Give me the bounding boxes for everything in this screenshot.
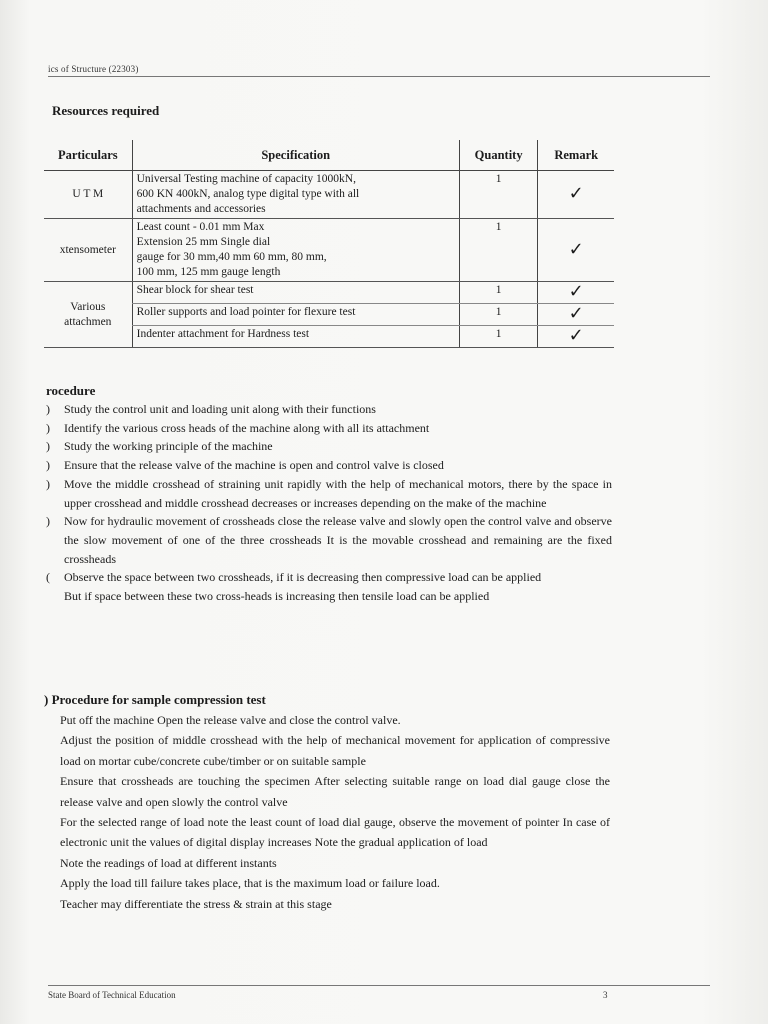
specification-cell: Roller supports and load pointer for flexure test [132, 304, 459, 326]
list-marker: ) [46, 514, 50, 529]
list-item [46, 587, 612, 606]
table-row [44, 282, 614, 304]
list-item: Put off the machine Open the release valve and close the control valve. [60, 713, 401, 727]
list-item [46, 419, 612, 438]
list-item: Apply the load till failure takes place, that is the maximum load or failure load. [60, 876, 440, 891]
remark-cell [538, 219, 614, 282]
list-marker: ) [46, 402, 50, 416]
list-item-text: Study the working principle of the machine [64, 439, 273, 454]
page-header: ics of Structure (22303) [48, 64, 139, 74]
column-header-quantity: Quantity [459, 140, 538, 171]
header-divider [48, 76, 710, 77]
list-item-text: Observe the space between two crossheads, if it is decreasing then compressive load can be applied [64, 570, 542, 585]
list-marker: ) [46, 439, 50, 454]
table-row [44, 219, 614, 282]
list-marker: ) [46, 476, 50, 491]
list-marker: ) [46, 458, 50, 473]
specification-cell [132, 171, 459, 219]
column-header-remark: Remark [538, 140, 614, 171]
specification-cell: Indenter attachment for Hardness test [132, 326, 459, 348]
list-item-text: Ensure that the release valve of the machine is open and control valve is closed [64, 458, 444, 473]
particular-cell: xtensometer [44, 219, 132, 282]
list-item [46, 568, 612, 587]
resources-table [44, 140, 614, 348]
table-row [44, 171, 614, 219]
check-mark-icon: ✓ [568, 238, 584, 260]
list-item [46, 475, 612, 512]
list-item [46, 437, 612, 456]
list-item-text: Identify the various cross heads of the machine along with all its attachment [64, 420, 430, 435]
spec-line: 600 KN 400kN, analog type digital type with all [136, 188, 360, 200]
list-item [46, 512, 612, 568]
check-mark-icon: ✓ [568, 325, 584, 346]
page-number: 3 [603, 990, 608, 1000]
remark-cell [538, 304, 614, 326]
specification-cell: Shear block for shear test [132, 282, 459, 304]
quantity-cell: 1 [459, 282, 538, 304]
quantity-cell: 1 [459, 304, 538, 326]
list-item: Note the readings of load at different instants [60, 855, 277, 870]
compression-procedure-heading: ) Procedure for sample compression test [44, 692, 266, 707]
list-marker: ) [46, 420, 50, 435]
resources-heading: Resources required [52, 103, 160, 118]
quantity-cell: 1 [459, 219, 538, 282]
list-item-text: Study the control unit and loading unit along with their functions [64, 402, 376, 416]
list-item-text: Move the middle crosshead of straining unit rapidly with the help of mechanical motors, there by the space in upper crosshead and middle crosshead decreases or increases depending on the make of the machine [64, 476, 612, 510]
spec-line: 100 mm, 125 mm gauge length [136, 266, 281, 278]
remark-cell [538, 326, 614, 348]
specification-cell [132, 219, 459, 282]
list-item: Teacher may differentiate the stress & strain at this stage [60, 896, 332, 911]
remark-cell [538, 171, 614, 219]
list-item-text: Now for hydraulic movement of crossheads close the release valve and slowly open the control valve and observe the slow movement of one of the three crossheads It is the movable crosshead and remaining are the fixed crossheads [64, 514, 612, 566]
quantity-cell: 1 [459, 326, 538, 348]
list-item: Ensure that crossheads are touching the specimen After selecting suitable range on load dial gauge close the release valve and open slowly the control valve [60, 774, 610, 809]
spec-line: Least count - 0.01 mm Max [136, 221, 265, 233]
spec-line: Universal Testing machine of capacity 1000kN, [136, 173, 356, 185]
procedure-list [46, 400, 612, 606]
column-header-specification: Specification [132, 140, 459, 171]
check-mark-icon: ✓ [568, 183, 584, 204]
particular-cell: U T M [44, 171, 132, 219]
list-item [46, 400, 612, 419]
spec-line: gauge for 30 mm,40 mm 60 mm, 80 mm, [136, 251, 327, 263]
particular-cell: Various attachmen [44, 282, 132, 348]
page-footer: State Board of Technical Education [48, 990, 176, 1000]
list-item: For the selected range of load note the least count of load dial gauge, observe the movement of pointer In case of electronic unit the values of digital display increases Note the gradual application of load [60, 815, 610, 850]
list-item: Adjust the position of middle crosshead with the help of mechanical movement for application of compressive load on mortar cube/concrete cube/timber or on suitable sample [60, 733, 610, 768]
column-header-particulars: Particulars [44, 140, 132, 171]
list-item-text: But if space between these two cross-heads is increasing then tensile load can be applied [64, 589, 490, 604]
remark-cell [538, 282, 614, 304]
check-mark-icon: ✓ [568, 303, 584, 324]
spec-line: attachments and accessories [136, 203, 266, 215]
quantity-cell: 1 [459, 171, 538, 219]
spec-line: Extension 25 mm Single dial [136, 236, 271, 248]
list-marker: ( [46, 570, 50, 585]
compression-procedure-list [60, 710, 610, 914]
check-mark-icon: ✓ [568, 281, 584, 302]
footer-divider [48, 985, 710, 986]
list-item [46, 456, 612, 475]
procedure-heading: rocedure [46, 383, 96, 398]
